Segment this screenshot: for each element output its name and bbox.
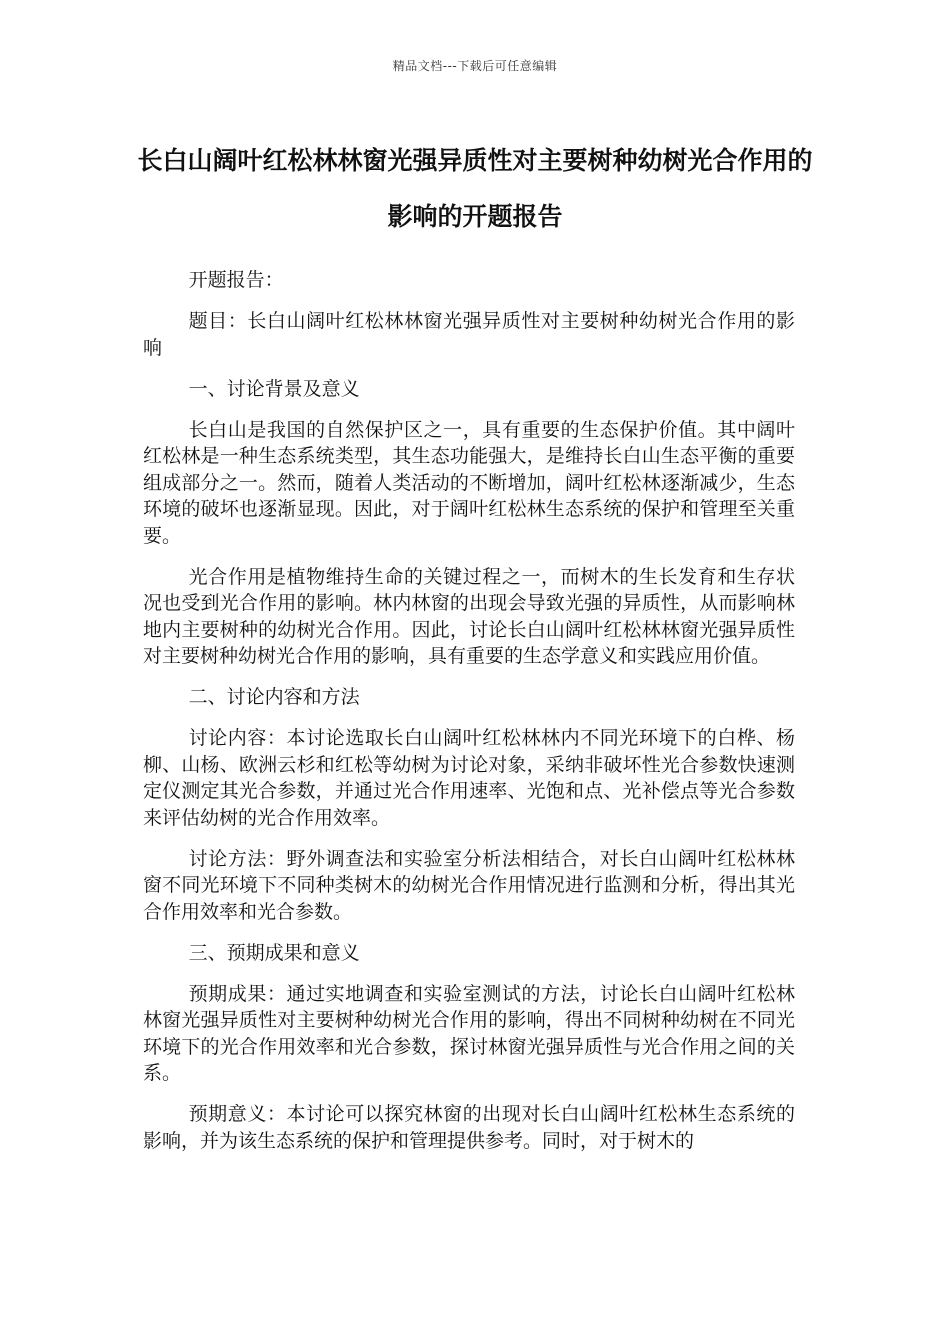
paragraph: 讨论内容：本讨论选取长白山阔叶红松林林内不同光环境下的白桦、杨柳、山杨、欧洲云杉和红松等幼树为讨论对象，采纳非破坏性光合参数快速测定仪测定其光合参数，并通过光合作用速率、光饱和点、光补偿点等光合参数来评估幼树的光合作用效率。 <box>143 727 795 829</box>
paragraph: 预期成果：通过实地调查和实验室测试的方法，讨论长白山阔叶红松林林窗光强异质性对主要树种幼树光合作用的影响，得出不同树种幼树在不同光环境下的光合作用效率和光合参数，探讨林窗光强异质性与光合作用之间的关系。 <box>143 982 795 1084</box>
section-heading-expected-results: 三、预期成果和意义 <box>188 941 360 964</box>
paragraph: 讨论方法：野外调查法和实验室分析法相结合，对长白山阔叶红松林林窗不同光环境下不同种类树木的幼树光合作用情况进行监测和分析，得出其光合作用效率和光合参数。 <box>143 847 795 923</box>
report-label: 开题报告： <box>188 269 284 291</box>
section-heading-content-methods: 二、讨论内容和方法 <box>188 686 360 708</box>
document-body <box>143 267 795 1169</box>
paragraph: 光合作用是植物维持生命的关键过程之一，而树木的生长发育和生存状况也受到光合作用的影响。林内林窗的出现会导致光强的异质性，从而影响林地内主要树种的幼树光合作用。因此，讨论长白山阔叶红松林林窗光强异质性对主要树种幼树光合作用的影响，具有重要的生态学意义和实践应用价值。 <box>143 565 795 667</box>
paragraph: 长白山是我国的自然保护区之一，具有重要的生态保护价值。其中阔叶红松林是一种生态系统类型，其生态功能强大，是维持长白山生态平衡的重要组成部分之一。然而，随着人类活动的不断增加，阔叶红松林逐渐减少，生态环境的破坏也逐渐显现。因此，对于阔叶红松林生态系统的保护和管理至关重要。 <box>143 418 795 547</box>
paragraph: 预期意义：本讨论可以探究林窗的出现对长白山阔叶红松林生态系统的影响，并为该生态系统的保护和管理提供参考。同时，对于树木的 <box>143 1103 795 1152</box>
report-topic: 题目：长白山阔叶红松林林窗光强异质性对主要树种幼树光合作用的影响 <box>143 310 795 359</box>
header-note: 精品文档---下载后可任意编辑 <box>392 59 558 73</box>
section-heading-background: 一、讨论背景及意义 <box>188 377 360 400</box>
document-title: 长白山阔叶红松林林窗光强异质性对主要树种幼树光合作用的影响的开题报告 <box>137 146 813 231</box>
